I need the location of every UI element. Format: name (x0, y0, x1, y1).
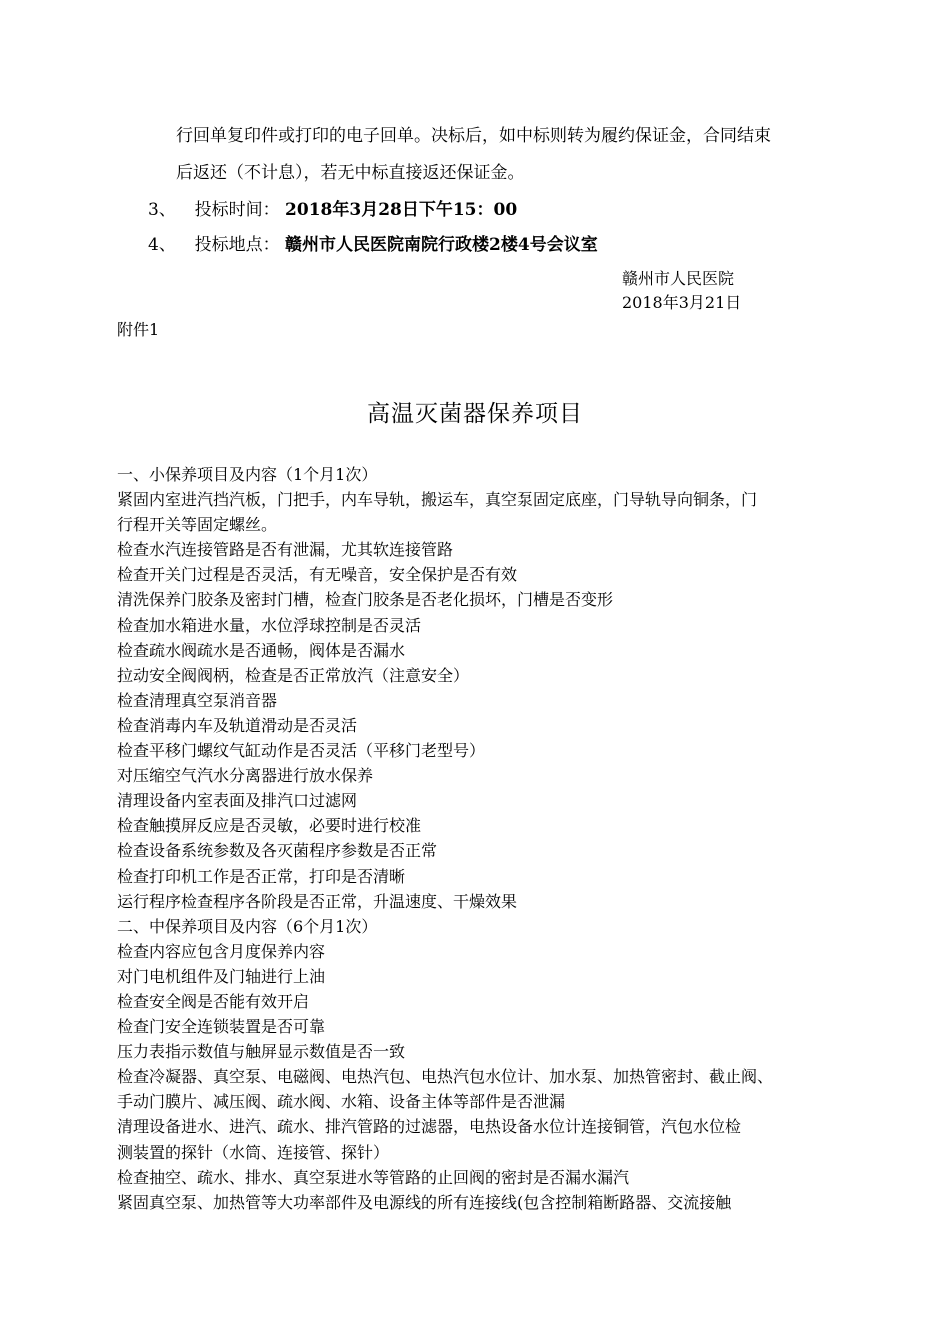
list-item: 检查打印机工作是否正常，打印是否清晰 (117, 866, 406, 886)
list-item: 对门电机组件及门轴进行上油 (117, 966, 326, 986)
list-item: 手动门膜片、减压阀、疏水阀、水箱、设备主体等部件是否泄漏 (117, 1092, 566, 1112)
list-item: 二、中保养项目及内容（6个月1次） (117, 916, 378, 936)
list-item: 压力表指示数值与触屏显示数值是否一致 (117, 1042, 406, 1062)
signature-org: 赣州市人民医院 (622, 269, 735, 288)
list-item: 检查疏水阀疏水是否通畅，阀体是否漏水 (117, 640, 406, 660)
list-item: 检查抽空、疏水、排水、真空泵进水等管路的止回阀的密封是否漏水漏汽 (117, 1167, 630, 1187)
item-number: 4、 (148, 235, 176, 255)
list-item: 拉动安全阀阀柄，检查是否正常放汽（注意安全） (117, 665, 470, 685)
list-item: 检查平移门螺纹气缸动作是否灵活（平移门老型号） (117, 741, 486, 761)
list-item: 检查冷凝器、真空泵、电磁阀、电热汽包、电热汽包水位计、加水泵、加热管密封、截止阀、 (117, 1067, 774, 1087)
maintenance-item-list (117, 462, 847, 1215)
list-item: 对压缩空气汽水分离器进行放水保养 (117, 766, 374, 786)
list-item: 清洗保养门胶条及密封门槽，检查门胶条是否老化损坏，门槽是否变形 (117, 590, 614, 610)
list-item: 检查内容应包含月度保养内容 (117, 941, 326, 961)
list-item: 行程开关等固定螺丝。 (117, 515, 278, 535)
list-item: 检查设备系统参数及各灭菌程序参数是否正常 (117, 841, 438, 861)
list-item: 检查门安全连锁装置是否可靠 (117, 1017, 326, 1037)
list-item: 测装置的探针（水筒、连接管、探针） (117, 1142, 390, 1162)
page-title: 高温灭菌器保养项目 (367, 401, 583, 427)
signature-date: 2018年3月21日 (622, 293, 742, 312)
attachment-label: 附件1 (117, 320, 160, 339)
list-item: 运行程序检查程序各阶段是否正常，升温速度、干燥效果 (117, 891, 518, 911)
tender-location-value: 赣州市人民医院南院行政楼2楼4号会议室 (285, 235, 598, 255)
list-item: 检查开关门过程是否灵活，有无噪音，安全保护是否有效 (117, 565, 518, 585)
list-item: 检查触摸屏反应是否灵敏，必要时进行校准 (117, 816, 422, 836)
tender-time-label: 投标时间： (194, 200, 280, 220)
list-item: 一、小保养项目及内容（1个月1次） (117, 465, 378, 484)
list-item: 检查消毒内车及轨道滑动是否灵活 (117, 715, 358, 735)
list-item: 检查水汽连接管路是否有泄漏，尤其软连接管路 (117, 540, 454, 560)
deposit-text-line-2: 后返还（不计息），若无中标直接返还保证金。 (176, 163, 525, 183)
tender-location-item (148, 233, 598, 257)
tender-time-item (148, 198, 517, 222)
tender-location-label: 投标地点： (194, 235, 280, 255)
list-item: 紧固内室进汽挡汽板，门把手，内车导轨，搬运车，真空泵固定底座，门导轨导向铜条，门 (117, 490, 758, 510)
list-item: 紧固真空泵、加热管等大功率部件及电源线的所有连接线(包含控制箱断路器、交流接触 (117, 1192, 732, 1212)
list-item: 检查清理真空泵消音器 (117, 690, 278, 710)
list-item: 检查安全阀是否能有效开启 (117, 991, 310, 1011)
item-number: 3、 (148, 200, 176, 220)
list-item: 清理设备内室表面及排汽口过滤网 (117, 791, 358, 811)
list-item: 检查加水箱进水量，水位浮球控制是否灵活 (117, 615, 422, 635)
deposit-text-line-1: 行回单复印件或打印的电子回单。决标后，如中标则转为履约保证金，合同结束 (176, 126, 771, 146)
list-item: 清理设备进水、进汽、疏水、排汽管路的过滤器，电热设备水位计连接铜管，汽包水位检 (117, 1117, 742, 1137)
tender-time-value: 2018年3月28日下午15：00 (285, 200, 518, 220)
